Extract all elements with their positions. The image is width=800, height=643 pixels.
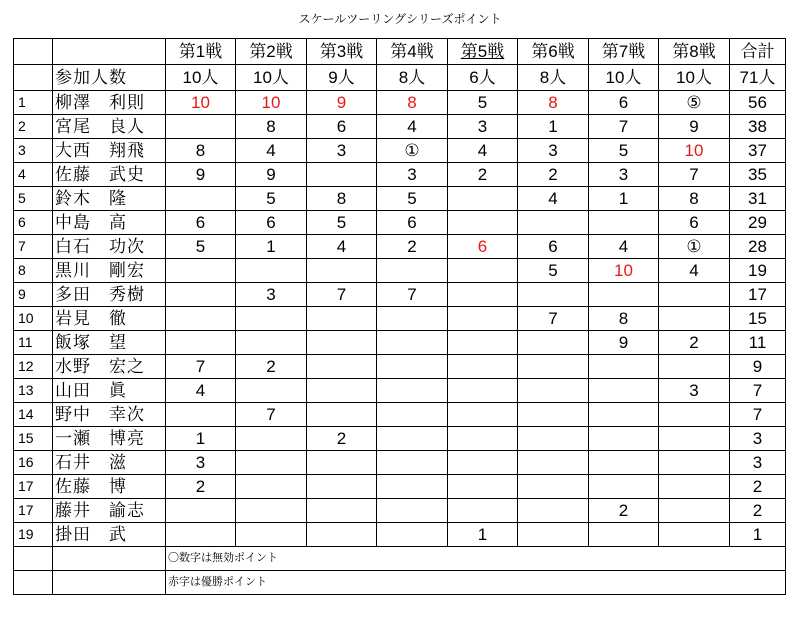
score-cell <box>518 331 589 355</box>
score-cell: 4 <box>166 379 236 403</box>
participants-count: 10人 <box>589 65 659 91</box>
score-cell: 2 <box>659 331 730 355</box>
empty-cell <box>14 547 53 571</box>
score-cell <box>448 379 518 403</box>
page-title: スケールツーリングシリーズポイント <box>298 12 502 26</box>
score-cell: 2 <box>307 427 377 451</box>
score-cell <box>377 523 448 547</box>
score-cell <box>377 259 448 283</box>
race-header-4: 第4戦 <box>377 39 448 65</box>
score-cell <box>236 379 307 403</box>
score-cell <box>377 499 448 523</box>
score-cell <box>448 187 518 211</box>
score-cell: 3 <box>589 163 659 187</box>
score-cell: 6 <box>307 115 377 139</box>
score-cell <box>166 283 236 307</box>
participants-count: 10人 <box>166 65 236 91</box>
rider-name: 中島 高 <box>53 211 166 235</box>
score-cell <box>589 475 659 499</box>
table-row <box>14 235 786 259</box>
score-cell <box>659 523 730 547</box>
score-cell: ① <box>377 139 448 163</box>
total-cell: 3 <box>730 427 786 451</box>
score-cell <box>659 403 730 427</box>
score-cell: 1 <box>166 427 236 451</box>
score-cell: 7 <box>518 307 589 331</box>
score-cell: 7 <box>166 355 236 379</box>
rider-name: 黒川 剛宏 <box>53 259 166 283</box>
score-cell: 2 <box>377 235 448 259</box>
score-cell: 6 <box>589 91 659 115</box>
score-cell: 1 <box>236 235 307 259</box>
score-cell <box>518 379 589 403</box>
score-cell <box>659 451 730 475</box>
rider-name: 飯塚 望 <box>53 331 166 355</box>
score-cell: 8 <box>307 187 377 211</box>
score-cell <box>448 331 518 355</box>
score-cell: ⑤ <box>659 91 730 115</box>
score-cell <box>448 451 518 475</box>
rider-name: 多田 秀樹 <box>53 283 166 307</box>
score-cell <box>589 403 659 427</box>
score-cell <box>448 307 518 331</box>
score-cell: 6 <box>448 235 518 259</box>
score-cell <box>518 403 589 427</box>
score-cell <box>589 451 659 475</box>
rank-cell: 5 <box>14 187 53 211</box>
score-cell: 1 <box>589 187 659 211</box>
score-cell <box>589 523 659 547</box>
score-cell <box>307 379 377 403</box>
corner-cell <box>14 65 53 91</box>
score-cell <box>448 475 518 499</box>
race-header-1: 第1戦 <box>166 39 236 65</box>
table-row <box>14 523 786 547</box>
participants-count: 10人 <box>659 65 730 91</box>
score-cell <box>236 451 307 475</box>
score-cell: 4 <box>589 235 659 259</box>
score-cell <box>166 307 236 331</box>
score-cell <box>377 403 448 427</box>
rank-cell: 6 <box>14 211 53 235</box>
score-cell <box>166 403 236 427</box>
rank-cell: 1 <box>14 91 53 115</box>
rank-cell: 10 <box>14 307 53 331</box>
rank-cell: 8 <box>14 259 53 283</box>
score-cell: 9 <box>659 115 730 139</box>
rider-name: 宮尾 良人 <box>53 115 166 139</box>
table-row <box>14 259 786 283</box>
rider-name: 佐藤 武史 <box>53 163 166 187</box>
score-cell <box>518 427 589 451</box>
corner-cell <box>53 39 166 65</box>
score-cell <box>518 499 589 523</box>
score-cell: 4 <box>518 187 589 211</box>
score-cell <box>307 475 377 499</box>
total-cell: 2 <box>730 475 786 499</box>
empty-cell <box>14 571 53 595</box>
total-cell: 28 <box>730 235 786 259</box>
note-row <box>14 547 786 571</box>
score-cell: ① <box>659 235 730 259</box>
score-cell <box>377 379 448 403</box>
score-cell: 3 <box>166 451 236 475</box>
race-header-6: 第6戦 <box>518 39 589 65</box>
total-cell: 2 <box>730 499 786 523</box>
total-cell: 7 <box>730 379 786 403</box>
rider-name: 野中 幸次 <box>53 403 166 427</box>
score-cell: 1 <box>448 523 518 547</box>
score-cell: 3 <box>236 283 307 307</box>
score-cell: 3 <box>448 115 518 139</box>
score-cell: 10 <box>166 91 236 115</box>
score-cell: 8 <box>377 91 448 115</box>
rank-cell: 14 <box>14 403 53 427</box>
score-cell <box>589 379 659 403</box>
race-header-2: 第2戦 <box>236 39 307 65</box>
participants-label: 参加人数 <box>53 65 166 91</box>
score-cell: 7 <box>589 115 659 139</box>
score-cell <box>236 331 307 355</box>
score-cell <box>166 499 236 523</box>
table-row <box>14 211 786 235</box>
score-cell: 9 <box>236 163 307 187</box>
rank-cell: 19 <box>14 523 53 547</box>
rider-name: 藤井 諭志 <box>53 499 166 523</box>
score-cell <box>307 331 377 355</box>
score-cell <box>659 475 730 499</box>
score-cell <box>166 115 236 139</box>
rider-name: 柳澤 利則 <box>53 91 166 115</box>
score-cell <box>236 259 307 283</box>
rank-cell: 17 <box>14 475 53 499</box>
rank-cell: 7 <box>14 235 53 259</box>
score-cell: 3 <box>377 163 448 187</box>
legend-note: 赤字は優勝ポイント <box>166 571 786 595</box>
score-cell <box>307 403 377 427</box>
empty-cell <box>53 571 166 595</box>
score-cell: 10 <box>589 259 659 283</box>
score-cell: 2 <box>448 163 518 187</box>
points-table <box>13 38 786 595</box>
rank-cell: 3 <box>14 139 53 163</box>
score-cell: 9 <box>307 91 377 115</box>
total-cell: 17 <box>730 283 786 307</box>
score-cell <box>377 307 448 331</box>
score-cell <box>236 307 307 331</box>
score-cell <box>307 307 377 331</box>
total-cell: 7 <box>730 403 786 427</box>
score-cell <box>307 451 377 475</box>
rider-name: 白石 功次 <box>53 235 166 259</box>
rider-name: 岩見 徹 <box>53 307 166 331</box>
score-cell <box>518 523 589 547</box>
score-cell: 8 <box>166 139 236 163</box>
rider-name: 石井 滋 <box>53 451 166 475</box>
score-cell: 3 <box>659 379 730 403</box>
score-cell <box>166 523 236 547</box>
table-row <box>14 187 786 211</box>
score-cell <box>659 427 730 451</box>
score-cell <box>448 211 518 235</box>
score-cell <box>448 259 518 283</box>
rank-cell: 11 <box>14 331 53 355</box>
score-cell <box>307 259 377 283</box>
score-cell: 2 <box>589 499 659 523</box>
score-cell <box>377 355 448 379</box>
score-cell <box>377 451 448 475</box>
score-cell: 8 <box>236 115 307 139</box>
score-cell <box>236 475 307 499</box>
score-cell <box>236 499 307 523</box>
rank-cell: 4 <box>14 163 53 187</box>
rank-cell: 17 <box>14 499 53 523</box>
score-cell: 9 <box>589 331 659 355</box>
score-cell <box>518 355 589 379</box>
participants-count: 9人 <box>307 65 377 91</box>
score-cell <box>659 307 730 331</box>
total-cell: 1 <box>730 523 786 547</box>
table-row <box>14 163 786 187</box>
score-cell <box>307 499 377 523</box>
score-cell <box>166 187 236 211</box>
rider-name: 大西 翔飛 <box>53 139 166 163</box>
race-header-row <box>14 39 786 65</box>
rider-name: 鈴木 隆 <box>53 187 166 211</box>
score-cell <box>448 427 518 451</box>
legend-note: 〇数字は無効ポイント <box>166 547 786 571</box>
score-cell <box>448 283 518 307</box>
score-cell: 5 <box>377 187 448 211</box>
score-cell: 5 <box>307 211 377 235</box>
total-cell: 38 <box>730 115 786 139</box>
participants-row <box>14 65 786 91</box>
score-cell <box>448 499 518 523</box>
score-cell: 6 <box>659 211 730 235</box>
score-cell: 7 <box>659 163 730 187</box>
score-cell: 5 <box>589 139 659 163</box>
score-cell: 4 <box>307 235 377 259</box>
total-cell: 11 <box>730 331 786 355</box>
corner-cell <box>14 39 53 65</box>
table-row <box>14 91 786 115</box>
score-cell <box>589 355 659 379</box>
race-header-8: 第8戦 <box>659 39 730 65</box>
table-row <box>14 451 786 475</box>
score-cell: 4 <box>448 139 518 163</box>
score-cell <box>518 211 589 235</box>
score-cell <box>589 283 659 307</box>
total-cell: 56 <box>730 91 786 115</box>
table-row <box>14 307 786 331</box>
rider-name: 掛田 武 <box>53 523 166 547</box>
total-cell: 29 <box>730 211 786 235</box>
score-cell <box>659 499 730 523</box>
rider-name: 水野 宏之 <box>53 355 166 379</box>
score-cell <box>518 475 589 499</box>
rider-name: 一瀬 博亮 <box>53 427 166 451</box>
race-header-3: 第3戦 <box>307 39 377 65</box>
race-header-7: 第7戦 <box>589 39 659 65</box>
score-cell: 5 <box>166 235 236 259</box>
score-cell: 6 <box>236 211 307 235</box>
score-cell <box>518 283 589 307</box>
score-cell <box>448 403 518 427</box>
rider-name: 山田 眞 <box>53 379 166 403</box>
score-cell: 2 <box>166 475 236 499</box>
note-row <box>14 571 786 595</box>
rider-name: 佐藤 博 <box>53 475 166 499</box>
score-cell: 2 <box>518 163 589 187</box>
participants-total: 71人 <box>730 65 786 91</box>
rank-cell: 9 <box>14 283 53 307</box>
participants-count: 8人 <box>518 65 589 91</box>
score-cell: 3 <box>518 139 589 163</box>
score-cell <box>589 211 659 235</box>
empty-cell <box>53 547 166 571</box>
score-cell: 9 <box>166 163 236 187</box>
score-cell <box>166 259 236 283</box>
score-cell: 4 <box>377 115 448 139</box>
table-row <box>14 355 786 379</box>
rank-cell: 2 <box>14 115 53 139</box>
table-row <box>14 115 786 139</box>
score-cell: 7 <box>307 283 377 307</box>
score-cell: 6 <box>166 211 236 235</box>
score-cell <box>307 163 377 187</box>
total-cell: 3 <box>730 451 786 475</box>
score-cell <box>377 475 448 499</box>
score-cell <box>166 331 236 355</box>
score-cell <box>236 523 307 547</box>
score-cell: 5 <box>448 91 518 115</box>
score-cell: 7 <box>236 403 307 427</box>
rank-cell: 13 <box>14 379 53 403</box>
total-cell: 35 <box>730 163 786 187</box>
table-row <box>14 283 786 307</box>
table-row <box>14 331 786 355</box>
score-cell <box>236 427 307 451</box>
score-cell <box>307 355 377 379</box>
participants-count: 6人 <box>448 65 518 91</box>
race-header-5: 第5戦 <box>448 39 518 65</box>
score-cell <box>659 355 730 379</box>
total-cell: 37 <box>730 139 786 163</box>
table-row <box>14 139 786 163</box>
participants-count: 10人 <box>236 65 307 91</box>
score-cell <box>518 451 589 475</box>
total-cell: 31 <box>730 187 786 211</box>
score-cell: 4 <box>236 139 307 163</box>
score-cell: 10 <box>659 139 730 163</box>
score-cell: 8 <box>518 91 589 115</box>
table-row <box>14 499 786 523</box>
score-cell: 3 <box>307 139 377 163</box>
score-cell <box>307 523 377 547</box>
score-cell <box>659 283 730 307</box>
score-cell: 6 <box>377 211 448 235</box>
table-row <box>14 379 786 403</box>
score-cell: 2 <box>236 355 307 379</box>
score-cell <box>377 427 448 451</box>
score-cell <box>589 427 659 451</box>
rank-cell: 16 <box>14 451 53 475</box>
table-row <box>14 475 786 499</box>
total-cell: 19 <box>730 259 786 283</box>
score-cell: 1 <box>518 115 589 139</box>
total-header: 合計 <box>730 39 786 65</box>
table-row <box>14 427 786 451</box>
score-cell <box>448 355 518 379</box>
score-cell: 5 <box>236 187 307 211</box>
score-cell: 4 <box>659 259 730 283</box>
score-cell: 5 <box>518 259 589 283</box>
total-cell: 15 <box>730 307 786 331</box>
score-cell <box>377 331 448 355</box>
score-cell: 7 <box>377 283 448 307</box>
total-cell: 9 <box>730 355 786 379</box>
score-cell: 8 <box>589 307 659 331</box>
rank-cell: 12 <box>14 355 53 379</box>
participants-count: 8人 <box>377 65 448 91</box>
rank-cell: 15 <box>14 427 53 451</box>
score-cell: 8 <box>659 187 730 211</box>
table-row <box>14 403 786 427</box>
score-cell: 6 <box>518 235 589 259</box>
score-cell: 10 <box>236 91 307 115</box>
